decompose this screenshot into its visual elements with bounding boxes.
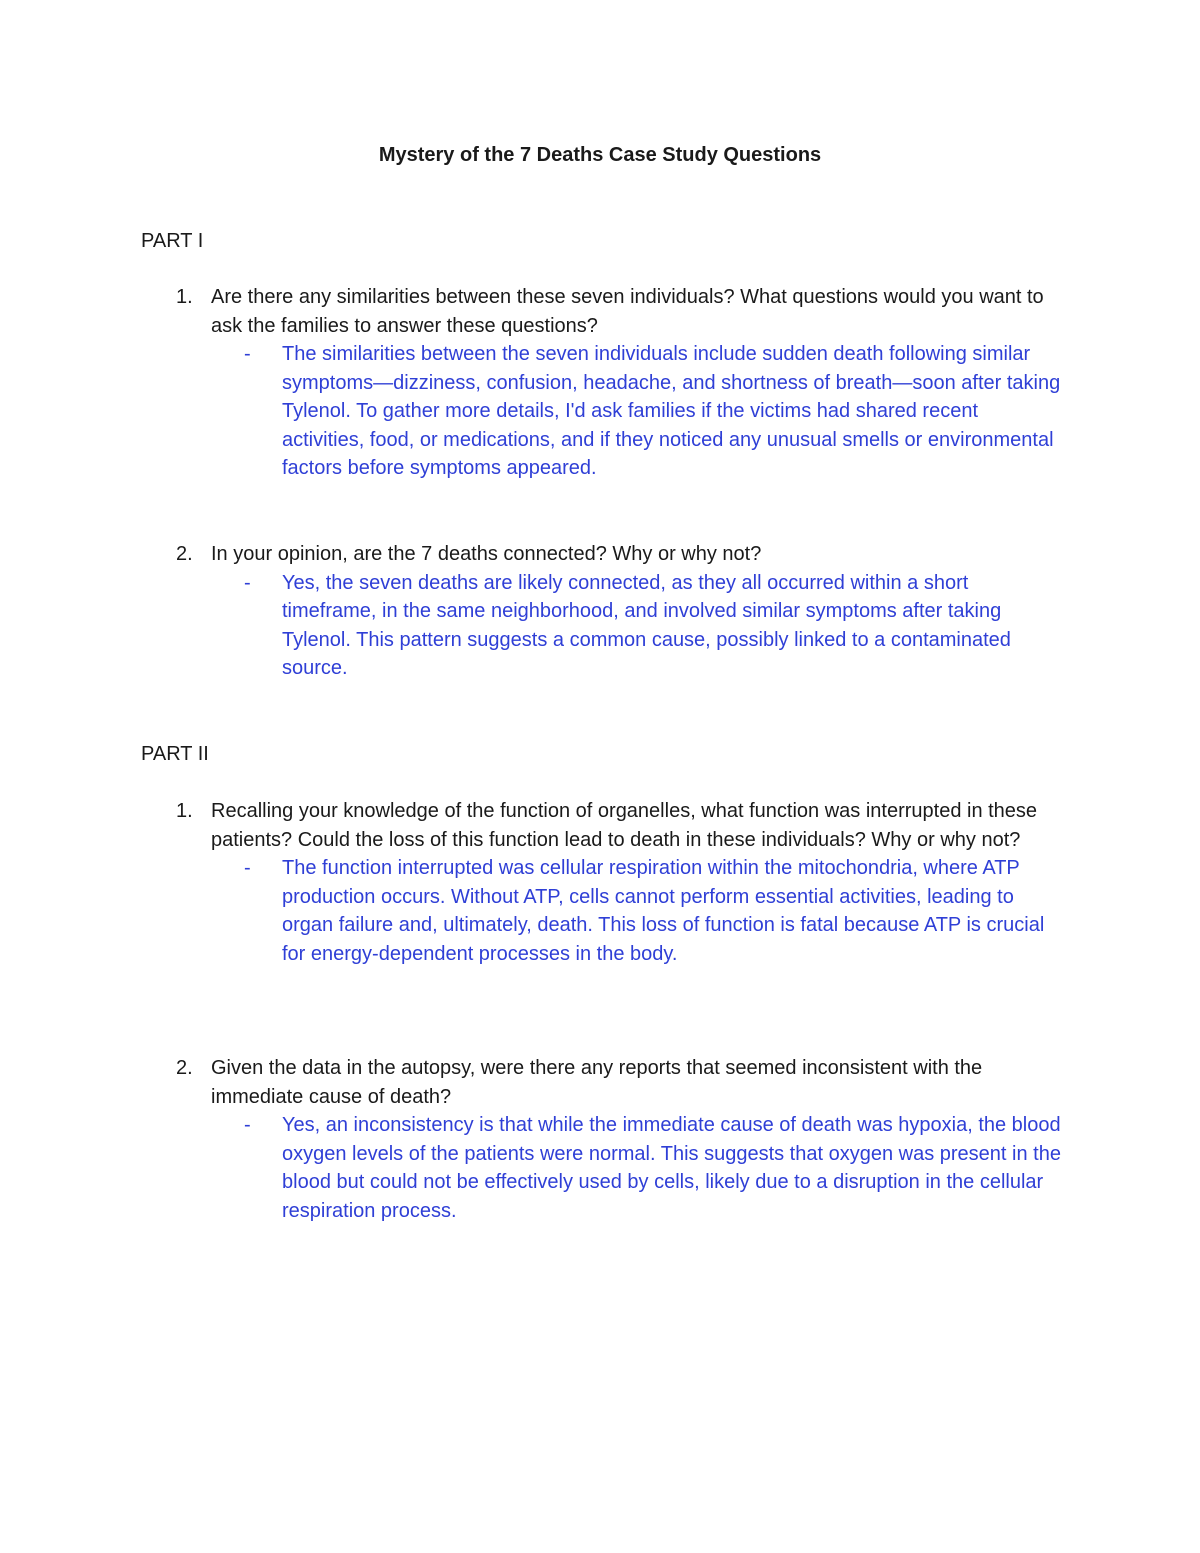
part-2-question-1 (176, 797, 1076, 968)
answer-text: The similarities between the seven individuals include sudden death following similar symptoms—dizziness, confusion, headache, and shortness of breath—soon after taking Tylenol. To gather more details, I'd ask families if the victims had shared recent activities, food, or medications, and if they noticed any unusual smells or environmental factors before symptoms appeared. (282, 343, 1061, 479)
part-1-question-1 (176, 283, 1076, 483)
answer-block (211, 340, 1061, 483)
question-text: In your opinion, are the 7 deaths connected? Why or why not? (211, 543, 762, 565)
question-number: 2. (176, 543, 193, 565)
question-text: Given the data in the autopsy, were there any reports that seemed inconsistent with the immediate cause of death? (211, 1057, 983, 1108)
part-1-heading: PART I (141, 230, 204, 252)
question-number: 2. (176, 1057, 193, 1079)
question-number: 1. (176, 286, 193, 308)
answer-text: Yes, the seven deaths are likely connected, as they all occurred within a short timeframe, in the same neighborhood, and involved similar symptoms after taking Tylenol. This pattern suggests a common cause, possibly linked to a contaminated source. (282, 571, 1011, 679)
question-text: Recalling your knowledge of the function of organelles, what function was interrupted in these patients? Could the loss of this function lead to death in these individuals? Why or why not? (211, 800, 1038, 851)
answer-bullet: - (244, 343, 251, 365)
question-text: Are there any similarities between these seven individuals? What questions would you want to ask the families to answer these questions? (211, 286, 1044, 337)
answer-block (211, 569, 1011, 683)
answer-bullet: - (244, 1114, 251, 1136)
question-number: 1. (176, 800, 193, 822)
part-2-heading: PART II (141, 743, 209, 765)
document-title: Mystery of the 7 Deaths Case Study Questions (378, 144, 822, 166)
part-1-question-2 (176, 540, 1076, 683)
answer-block (211, 854, 1045, 968)
answer-text: Yes, an inconsistency is that while the immediate cause of death was hypoxia, the blood oxygen levels of the patients were normal. This suggests that oxygen was present in the blood but could not be effectively used by cells, likely due to a disruption in the cellular respiration process. (282, 1114, 1061, 1222)
answer-bullet: - (244, 571, 251, 594)
answer-block (211, 1111, 1061, 1225)
answer-bullet: - (244, 857, 251, 879)
answer-text: The function interrupted was cellular respiration within the mitochondria, where ATP production occurs. Without ATP, cells cannot perform essential activities, leading to organ failure and, ultimately, death. This loss of function is fatal because ATP is crucial for energy-dependent processes in the body. (282, 857, 1045, 965)
part-2-question-2 (176, 1054, 1076, 1225)
